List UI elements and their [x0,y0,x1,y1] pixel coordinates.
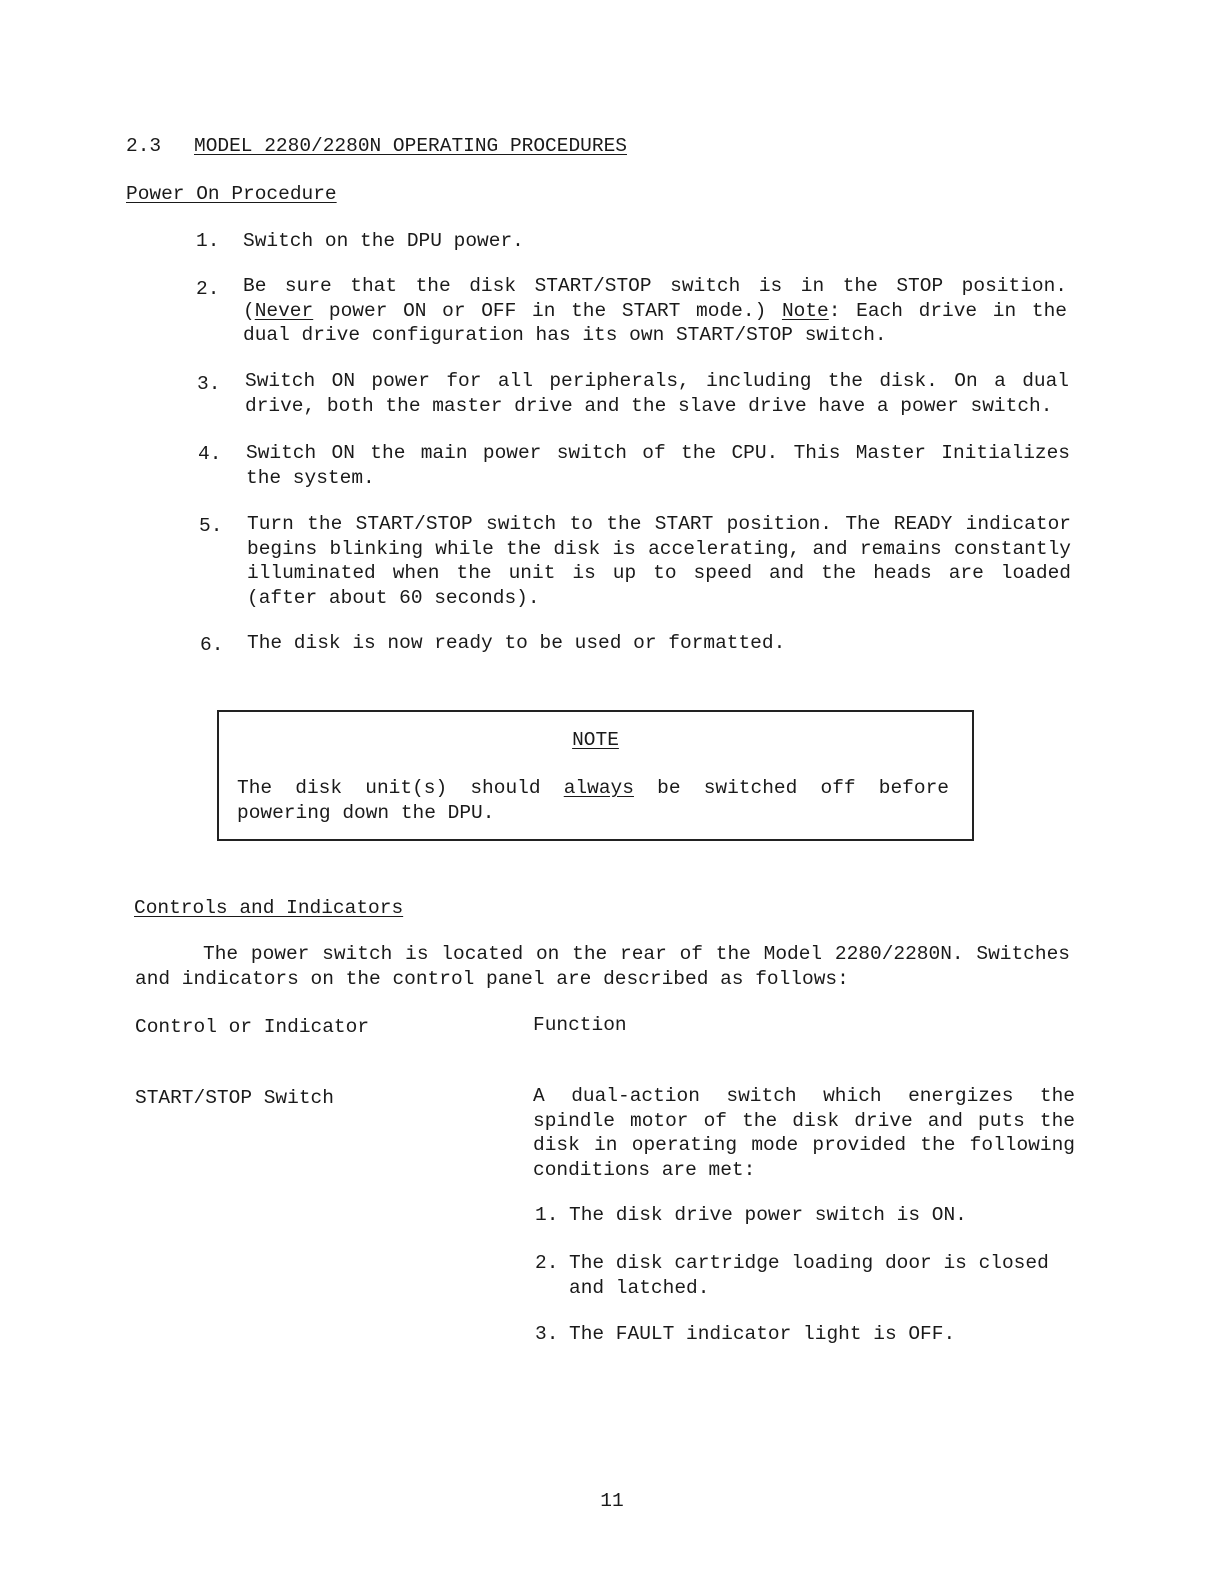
controls-intro: The power switch is located on the rear of the Model 2280/2280N. Switches and indicators on the control panel are described as follows: [135,943,1070,990]
step-text: Turn the START/STOP switch to the START position. The READY indicator begins blinking while the disk is accelerating, and remains constantly illuminated when the unit is up to speed and the heads are loaded (after about 60 seconds). [247,513,1071,609]
condition-number: 3. [535,1323,559,1345]
section-number: 2.3 [126,135,162,157]
section-title: MODEL 2280/2280N OPERATING PROCEDURES [194,135,627,157]
condition-number: 2. [535,1252,559,1274]
note-text-part: be switched off before powering down the DPU. [237,777,949,824]
control-name: START/STOP Switch [135,1087,334,1109]
note-text-part: The disk unit(s) should [237,777,564,799]
step-text-part: Be sure that the disk START/STOP switch is in the STOP position. ( [243,275,1067,322]
step-text-part: : Each drive in the dual drive configuration has its own START/STOP switch. [243,299,1067,346]
note-box [217,710,974,841]
step-text [243,274,1067,348]
page-number: 11 [600,1490,624,1512]
step-text-part: power ON or OFF in the START mode.) [313,299,782,322]
step-text: Switch ON power for all peripherals, including the disk. On a dual drive, both the master drive and the slave drive have a power switch. [245,370,1069,417]
condition-text: The FAULT indicator light is OFF. [569,1323,956,1345]
never-emphasis: Never [254,299,314,322]
step-text: Switch ON the main power switch of the CPU. This Master Initializes the system. [246,442,1070,489]
step-number: 6. [200,634,224,656]
step-text: Switch on the DPU power. [243,230,524,252]
control-description: A dual-action switch which energizes the spindle motor of the disk drive and puts the disk in operating mode provided the following conditions are met: [533,1085,1075,1181]
step-number: 3. [197,373,221,395]
note-emphasis: always [563,777,634,799]
condition-number: 1. [535,1204,559,1226]
column-header-control: Control or Indicator [135,1016,370,1038]
note-label: Note [781,299,829,322]
step-number: 2. [196,278,220,300]
column-header-function: Function [533,1014,627,1036]
condition-text: The disk cartridge loading door is closed and latched. [569,1252,1049,1299]
step-text: The disk is now ready to be used or formatted. [247,632,786,654]
note-text [237,776,949,825]
controls-heading: Controls and Indicators [134,897,404,919]
power-on-heading: Power On Procedure [126,183,337,205]
step-number: 4. [198,443,222,465]
section-heading [126,134,161,159]
step-number: 1. [196,230,220,252]
condition-text: The disk drive power switch is ON. [569,1204,967,1226]
step-number: 5. [199,515,223,537]
note-title: NOTE [572,729,619,751]
